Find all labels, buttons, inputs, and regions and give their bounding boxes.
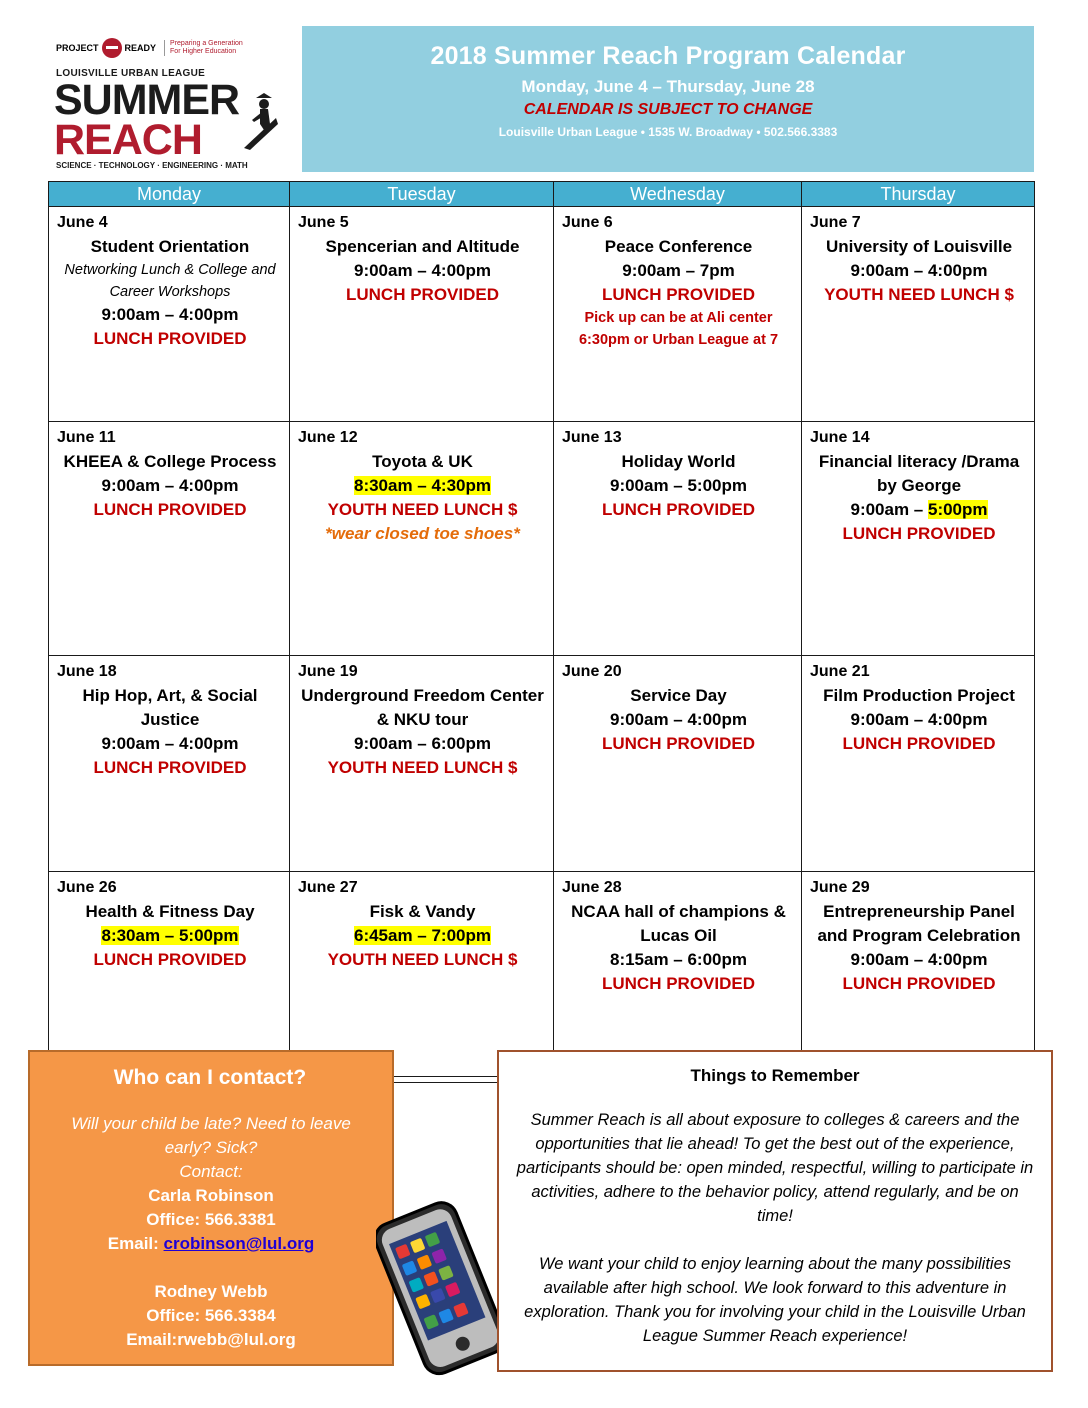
contact-box bbox=[28, 1050, 394, 1366]
day-lunch: YOUTH NEED LUNCH $ bbox=[327, 950, 518, 969]
day-lunch: LUNCH PROVIDED bbox=[601, 974, 755, 993]
things-to-remember-box bbox=[497, 1050, 1053, 1372]
day-date: June 19 bbox=[298, 663, 358, 680]
day-cell bbox=[290, 422, 554, 656]
day-event: Student Orientation bbox=[90, 237, 250, 256]
equality-circle-icon bbox=[102, 38, 122, 58]
page-title: 2018 Summer Reach Program Calendar bbox=[430, 42, 906, 70]
remember-paragraph-1: Summer Reach is all about exposure to colleges & careers and the opportunities that lie ahead! To get the best out of the experience, participants should be: open minded, respectful, willing to participate in activities, adhere to the behavior policy, attend regularly, and be on time! bbox=[516, 1111, 1034, 1225]
day-event: Spencerian and Altitude bbox=[325, 237, 520, 256]
col-header-monday: Monday bbox=[49, 182, 290, 207]
day-event: University of Louisville bbox=[825, 237, 1013, 256]
day-event: Service Day bbox=[630, 686, 727, 705]
day-time: 9:00am – 4:00pm bbox=[850, 261, 988, 280]
day-time-highlighted: 8:30am – 4:30pm bbox=[353, 476, 492, 495]
day-event: Holiday World bbox=[621, 452, 736, 471]
day-time-highlighted: 6:45am – 7:00pm bbox=[353, 926, 492, 945]
day-event: Fisk & Vandy bbox=[369, 902, 476, 921]
calendar-header-row bbox=[49, 182, 1035, 207]
day-time: 9:00am – 4:00pm bbox=[850, 950, 988, 969]
header-banner bbox=[302, 26, 1034, 172]
day-lunch: LUNCH PROVIDED bbox=[93, 329, 247, 348]
day-date: June 7 bbox=[810, 214, 861, 231]
day-date: June 11 bbox=[57, 429, 116, 446]
day-cell bbox=[49, 872, 290, 1077]
summer-reach-logo bbox=[40, 18, 286, 174]
day-event: NCAA hall of champions & Lucas Oil bbox=[571, 902, 786, 945]
logo-tagline-line-1: Preparing a Generation bbox=[170, 40, 243, 47]
day-warning: *wear closed toe shoes* bbox=[325, 524, 520, 543]
day-time: 9:00am – 4:00pm bbox=[101, 734, 239, 753]
day-lunch: LUNCH PROVIDED bbox=[345, 285, 499, 304]
day-date: June 26 bbox=[57, 879, 117, 896]
contact-email-label: Email: bbox=[107, 1234, 164, 1253]
contact-person-1-office: Office: 566.3381 bbox=[146, 1210, 276, 1229]
day-time: 9:00am – 4:00pm bbox=[609, 710, 748, 729]
day-cell bbox=[49, 207, 290, 422]
contact-person-2-office: Office: 566.3384 bbox=[146, 1306, 276, 1325]
day-lunch: LUNCH PROVIDED bbox=[842, 524, 996, 543]
day-event: Financial literacy /Drama by George bbox=[818, 452, 1020, 495]
day-event: Health & Fitness Day bbox=[85, 902, 255, 921]
day-cell bbox=[802, 422, 1035, 656]
week-row bbox=[49, 656, 1035, 872]
day-cell bbox=[802, 872, 1035, 1077]
logo-project-text: PROJECT bbox=[56, 43, 99, 53]
day-time: 9:00am – 4:00pm bbox=[101, 476, 239, 495]
contact-person-2-email: Email:rwebb@lul.org bbox=[126, 1330, 296, 1349]
day-time-highlighted: 8:30am – 5:00pm bbox=[101, 926, 239, 945]
day-cell bbox=[802, 207, 1035, 422]
day-lunch: LUNCH PROVIDED bbox=[842, 974, 996, 993]
col-header-thursday: Thursday bbox=[802, 182, 1035, 207]
day-lunch: LUNCH PROVIDED bbox=[601, 500, 755, 519]
day-cell bbox=[554, 656, 802, 872]
day-lunch: YOUTH NEED LUNCH $ bbox=[824, 285, 1014, 304]
day-date: June 28 bbox=[562, 879, 622, 896]
day-date: June 27 bbox=[298, 879, 358, 896]
day-date: June 4 bbox=[57, 214, 108, 231]
day-note: Networking Lunch & College and Career Workshops bbox=[64, 262, 276, 300]
day-cell bbox=[554, 872, 802, 1077]
day-cell bbox=[554, 207, 802, 422]
remember-title: Things to Remember bbox=[690, 1066, 860, 1085]
smartphone-icon bbox=[376, 1190, 506, 1390]
week-row bbox=[49, 207, 1035, 422]
day-lunch: LUNCH PROVIDED bbox=[93, 500, 247, 519]
day-date: June 14 bbox=[810, 429, 870, 446]
day-date: June 21 bbox=[810, 663, 870, 680]
day-event: Toyota & UK bbox=[372, 452, 473, 471]
day-time: 9:00am – 4:00pm bbox=[101, 305, 239, 324]
day-date: June 29 bbox=[810, 879, 870, 896]
divider-line bbox=[394, 1082, 498, 1083]
contact-person-1-email-link[interactable]: crobinson@lul.org bbox=[163, 1234, 315, 1253]
logo-reach-word: REACH bbox=[54, 116, 202, 164]
org-address: Louisville Urban League • 1535 W. Broadway • 502.566.3383 bbox=[498, 125, 838, 139]
logo-summer-word: SUMMER bbox=[54, 76, 240, 124]
day-cell bbox=[290, 872, 554, 1077]
day-lunch: LUNCH PROVIDED bbox=[842, 734, 996, 753]
day-lunch: YOUTH NEED LUNCH $ bbox=[327, 500, 518, 519]
logo-tagline bbox=[164, 40, 243, 56]
day-date: June 5 bbox=[298, 214, 349, 231]
day-time: 9:00am – 7pm bbox=[622, 261, 735, 280]
day-time: 9:00am – 5:00pm bbox=[609, 476, 748, 495]
week-row bbox=[49, 872, 1035, 1077]
logo-tagline-line-2: For Higher Education bbox=[170, 48, 237, 55]
day-time: 9:00am – 4:00pm bbox=[850, 710, 988, 729]
program-dates: Monday, June 4 – Thursday, June 28 bbox=[521, 77, 815, 96]
logo-ready-text: READY bbox=[124, 43, 157, 53]
day-event: KHEEA & College Process bbox=[63, 452, 277, 471]
day-date: June 18 bbox=[57, 663, 117, 680]
day-pickup-note: Pick up can be at Ali center 6:30pm or Urban League at 7 bbox=[578, 310, 779, 348]
week-row bbox=[49, 422, 1035, 656]
col-header-wednesday: Wednesday bbox=[554, 182, 802, 207]
graduate-climber-icon bbox=[240, 90, 280, 150]
day-time: 9:00am – 6:00pm bbox=[353, 734, 492, 753]
day-event: Hip Hop, Art, & Social Justice bbox=[82, 686, 258, 729]
day-event: Peace Conference bbox=[604, 237, 753, 256]
day-cell bbox=[290, 656, 554, 872]
day-cell bbox=[554, 422, 802, 656]
logo-org-name: LOUISVILLE URBAN LEAGUE bbox=[56, 68, 206, 79]
col-header-tuesday: Tuesday bbox=[290, 182, 554, 207]
project-ready-logo bbox=[56, 38, 243, 58]
contact-person-1-name: Carla Robinson bbox=[148, 1186, 274, 1205]
day-cell bbox=[802, 656, 1035, 872]
day-date: June 20 bbox=[562, 663, 622, 680]
day-date: June 6 bbox=[562, 214, 613, 231]
day-lunch: LUNCH PROVIDED bbox=[93, 950, 247, 969]
change-notice: CALENDAR IS SUBJECT TO CHANGE bbox=[523, 101, 813, 118]
day-event: Underground Freedom Center & NKU tour bbox=[301, 686, 544, 729]
day-event: Entrepreneurship Panel and Program Celebration bbox=[817, 902, 1021, 945]
day-date: June 13 bbox=[562, 429, 622, 446]
day-lunch: LUNCH PROVIDED bbox=[601, 734, 755, 753]
contact-question: Will your child be late? Need to leave early? Sick? bbox=[71, 1114, 351, 1157]
day-time: 8:15am – 6:00pm bbox=[609, 950, 748, 969]
day-cell bbox=[290, 207, 554, 422]
calendar-table bbox=[48, 181, 1035, 1077]
day-cell bbox=[49, 422, 290, 656]
day-date: June 12 bbox=[298, 429, 358, 446]
day-time-start: 9:00am – bbox=[850, 500, 928, 519]
day-time-end-highlighted: 5:00pm bbox=[927, 500, 988, 519]
contact-title: Who can I contact? bbox=[113, 1066, 307, 1089]
day-time: 9:00am – 4:00pm bbox=[353, 261, 492, 280]
day-event: Film Production Project bbox=[823, 686, 1015, 705]
logo-stem-text: SCIENCE · TECHNOLOGY · ENGINEERING · MATH bbox=[56, 161, 248, 170]
contact-label: Contact: bbox=[179, 1162, 243, 1181]
day-lunch: LUNCH PROVIDED bbox=[93, 758, 247, 777]
contact-person-2-name: Rodney Webb bbox=[154, 1282, 268, 1301]
day-cell bbox=[49, 656, 290, 872]
day-lunch: YOUTH NEED LUNCH $ bbox=[327, 758, 518, 777]
day-lunch: LUNCH PROVIDED bbox=[601, 285, 755, 304]
remember-paragraph-2: We want your child to enjoy learning about the many possibilities available after high school. We look forward to this adventure in exploration. Thank you for involving your child in the Louisville Urban League Summer Reach experience! bbox=[524, 1255, 1026, 1345]
